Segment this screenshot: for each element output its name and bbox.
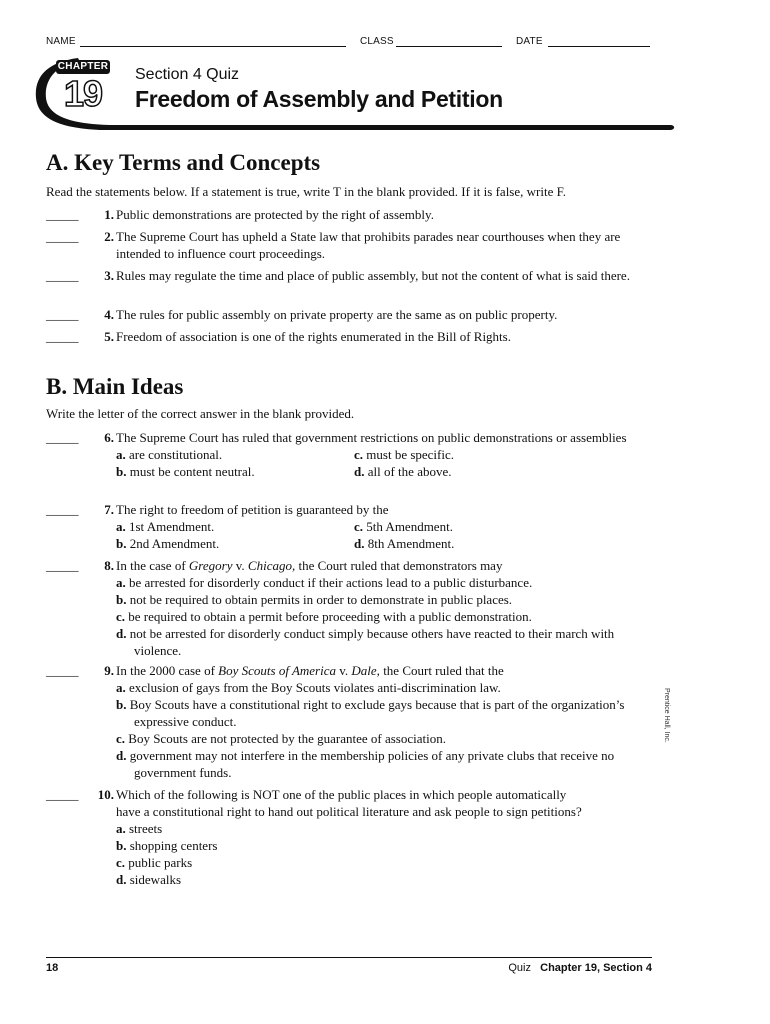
question-number: 10. [97, 787, 114, 802]
option-a: a. be arrested for disorderly conduct if their actions lead to a public disturbance. [116, 575, 533, 590]
question-number: 5. [104, 329, 114, 344]
option-a: a. streets [116, 821, 163, 836]
question-number: 2. [104, 229, 114, 244]
answer-blank[interactable]: _____ [46, 430, 79, 445]
option-b: b. Boy Scouts have a constitutional right to exclude gays because that is part of the organization’s expressive conduct. [116, 697, 625, 729]
chapter-label: CHAPTER [57, 61, 109, 72]
answer-blank[interactable]: _____ [46, 329, 79, 344]
section-b-heading: B. Main Ideas [46, 374, 184, 399]
option-a: a. 1st Amendment. [116, 519, 215, 534]
question-text: Rules may regulate the time and place of public assembly, but not the content of what is said there. [116, 268, 630, 283]
answer-blank[interactable]: _____ [46, 663, 79, 678]
answer-blank[interactable]: _____ [46, 268, 79, 283]
question-text: The Supreme Court has upheld a State law that prohibits parades near courthouses when they are intended to influence court proceedings. [116, 229, 621, 261]
question-1 [46, 206, 666, 223]
option-d: d. all of the above. [354, 464, 452, 479]
page-title: Freedom of Assembly and Petition [135, 86, 503, 112]
question-number: 3. [104, 268, 114, 283]
section-label: Section 4 Quiz [135, 66, 240, 83]
option-d: d. sidewalks [116, 872, 182, 887]
footer-section-label: Quiz Chapter 19, Section 4 [508, 962, 652, 974]
question-number: 7. [104, 502, 114, 517]
question-7 [46, 501, 666, 552]
answer-blank[interactable]: _____ [46, 307, 79, 322]
name-label: NAME [46, 36, 76, 47]
date-label: DATE [516, 36, 543, 47]
question-number: 8. [104, 558, 114, 573]
question-10 [46, 786, 666, 888]
option-b: b. shopping centers [116, 838, 218, 853]
page-number: 18 [46, 962, 59, 974]
section-a-instructions: Read the statements below. If a statement is true, write T in the blank provided. If it is false, write F. [46, 184, 567, 199]
question-2 [46, 228, 666, 262]
option-c: c. public parks [116, 855, 193, 870]
question-9 [46, 662, 666, 781]
option-c: c. Boy Scouts are not protected by the guarantee of association. [116, 731, 446, 746]
option-b: b. must be content neutral. [116, 464, 255, 479]
option-d: d. government may not interfere in the membership policies of any private clubs that receive no government funds. [116, 748, 615, 780]
option-a: a. are constitutional. [116, 447, 223, 462]
option-c: c. 5th Amendment. [354, 519, 453, 534]
class-field[interactable] [396, 46, 502, 47]
option-c: c. be required to obtain a permit before proceeding with a public demonstration. [116, 609, 532, 624]
copyright-side-note: Prentice Hall, Inc. [663, 688, 670, 743]
question-text: In the 2000 case of Boy Scouts of America v. Dale, the Court ruled that the [116, 663, 504, 678]
question-3 [46, 267, 666, 284]
question-8 [46, 557, 666, 659]
answer-blank[interactable]: _____ [46, 558, 79, 573]
option-b: b. 2nd Amendment. [116, 536, 220, 551]
option-a: a. exclusion of gays from the Boy Scouts violates anti-discrimination law. [116, 680, 501, 695]
chapter-number: 19 [63, 73, 103, 114]
question-text: The rules for public assembly on private property are the same as on public property. [116, 307, 558, 322]
question-number: 6. [104, 430, 114, 445]
section-a-heading: A. Key Terms and Concepts [46, 150, 321, 175]
question-text: The Supreme Court has ruled that government restrictions on public demonstrations or assemblies [116, 430, 627, 445]
question-text: Freedom of association is one of the rights enumerated in the Bill of Rights. [116, 329, 511, 344]
answer-blank[interactable]: _____ [46, 787, 79, 802]
question-text: In the case of Gregory v. Chicago, the Court ruled that demonstrators may [116, 558, 503, 573]
question-number: 9. [104, 663, 114, 678]
question-6 [46, 429, 666, 480]
answer-blank[interactable]: _____ [46, 502, 79, 517]
name-field[interactable] [80, 46, 346, 47]
question-5 [46, 328, 666, 345]
option-c: c. must be specific. [354, 447, 455, 462]
answer-blank[interactable]: _____ [46, 207, 79, 222]
option-b: b. not be required to obtain permits in order to demonstrate in public places. [116, 592, 513, 607]
section-b-instructions: Write the letter of the correct answer in the blank provided. [46, 406, 355, 421]
question-text: Public demonstrations are protected by the right of assembly. [116, 207, 434, 222]
footer-rule [46, 957, 652, 958]
question-number: 4. [104, 307, 114, 322]
class-label: CLASS [360, 36, 394, 47]
option-d: d. not be arrested for disorderly conduct simply because others have reacted to their march with violence. [116, 626, 615, 658]
option-d: d. 8th Amendment. [354, 536, 455, 551]
question-number: 1. [104, 207, 114, 222]
question-text: The right to freedom of petition is guaranteed by the [116, 502, 389, 517]
date-field[interactable] [548, 46, 650, 47]
question-text: Which of the following is NOT one of the public places in which people automatically have a constitutional right to hand out political literature and ask people to sign petitions? [116, 787, 582, 819]
answer-blank[interactable]: _____ [46, 229, 79, 244]
question-4 [46, 306, 666, 323]
